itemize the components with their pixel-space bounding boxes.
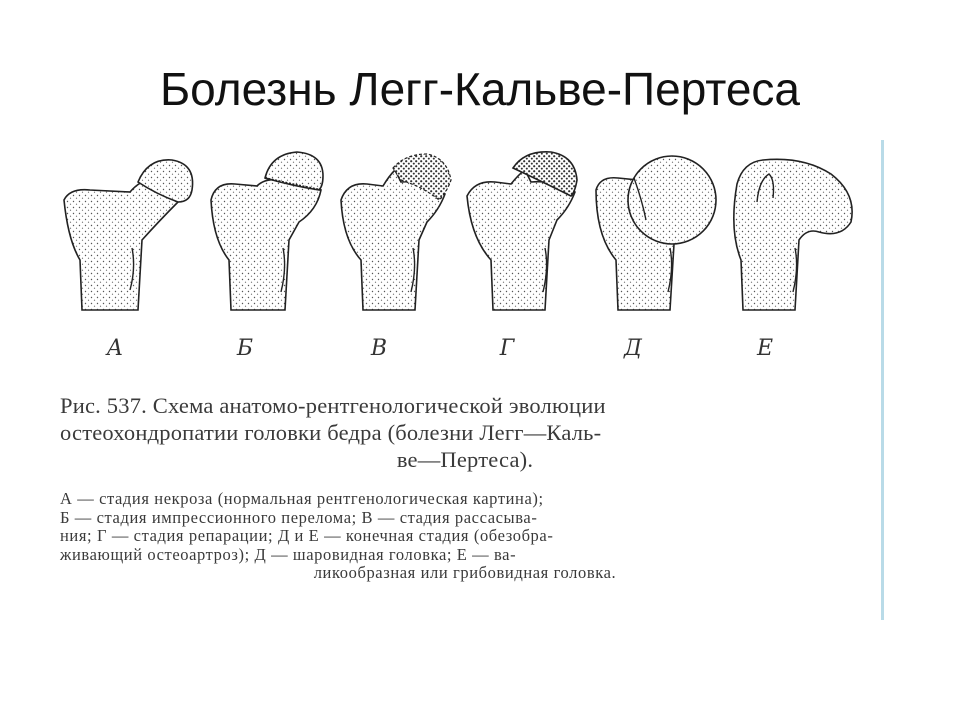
figure-legend (60, 490, 870, 583)
stage-label-b: Б (236, 336, 254, 361)
legend-line: живающий остеоартроз); Д — шаровидная головка; Е — ва- (60, 544, 517, 564)
caption-line: Рис. 537. Схема анатомо-рентгенологической эволюции (60, 393, 606, 418)
slide-title: Болезнь Легг-Кальве-Пертеса (159, 63, 800, 115)
stage-label-e: Е (756, 336, 774, 361)
stage-label-a: А (106, 336, 124, 361)
femur-head-reparation-icon (467, 152, 577, 310)
legend-line: ния; Г — стадия репарации; Д и Е — конечная стадия (обезобра- (60, 526, 554, 545)
legend-line: А — стадия некроза (нормальная рентгенологическая картина); (60, 489, 544, 508)
femur-head-spherical-icon (596, 156, 716, 310)
femur-head-resorption-icon (341, 154, 451, 310)
caption-line: остеохондропатии головки бедра (болезни Легг—Каль- (60, 420, 602, 445)
figure-caption (60, 392, 870, 473)
stage-label-d: Д (624, 336, 642, 361)
caption-line: ве—Пертеса). (396, 447, 534, 472)
femur-head-necrosis-icon (64, 160, 193, 310)
femur-head-mushroom-icon (734, 159, 852, 310)
stage-label-g: Г (499, 336, 515, 361)
femur-stages-diagram (45, 140, 885, 330)
figure-panel (45, 140, 885, 620)
legend-line: ликообразная или грибовидная головка. (313, 563, 617, 582)
stage-label-v: В (370, 336, 388, 361)
femur-head-impression-fracture-icon (211, 152, 323, 310)
legend-line: Б — стадия импрессионного перелома; В — стадия рассасыва- (60, 507, 538, 527)
